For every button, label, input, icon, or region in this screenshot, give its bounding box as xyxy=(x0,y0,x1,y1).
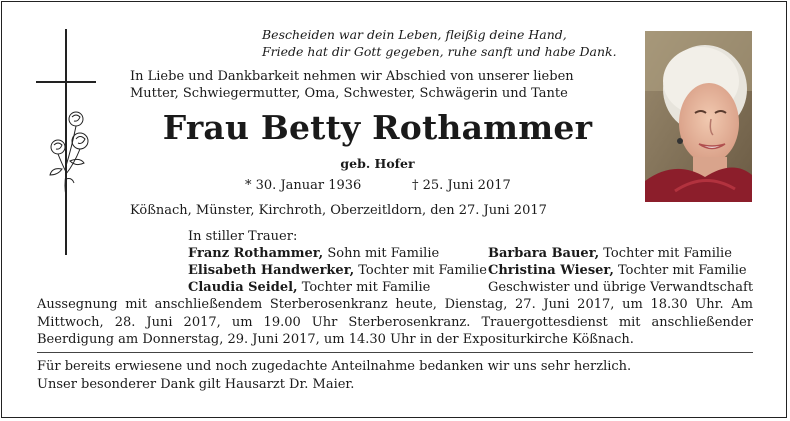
place-and-date: Kößnach, Münster, Kirchroth, Oberzeitldorn, den 27. Juni 2017 xyxy=(130,203,547,218)
mourner-left-3: Claudia Seidel, Tochter mit Familie xyxy=(188,280,431,295)
portrait-photo xyxy=(645,31,752,202)
birth-name: geb. Hofer xyxy=(340,156,415,171)
poem-line-1: Bescheiden war dein Leben, fleißig deine Hand, xyxy=(262,27,567,42)
mourner-left-2: Elisabeth Handwerker, Tochter mit Familie xyxy=(188,263,487,278)
mourners-heading: In stiller Trauer: xyxy=(188,229,298,244)
deceased-name: Frau Betty Rothammer xyxy=(162,108,593,147)
birth-date: * 30. Januar 1936 xyxy=(245,178,362,193)
mourner-right-1: Barbara Bauer, Tochter mit Familie xyxy=(488,246,732,261)
cross-with-rose-icon xyxy=(34,29,98,255)
intro-text: In Liebe und Dankbarkeit nehmen wir Abschied von unserer lieben Mutter, Schwiegermutter, Oma, Schwester, Schwägerin und Tante xyxy=(130,69,574,101)
mourner-left-1: Franz Rothammer, Sohn mit Familie xyxy=(188,246,440,261)
thanks-line-2: Unser besonderer Dank gilt Hausarzt Dr. Maier. xyxy=(37,377,355,392)
divider xyxy=(37,352,753,353)
death-date: † 25. Juni 2017 xyxy=(412,178,511,193)
poem-line-2: Friede hat dir Gott gegeben, ruhe sanft und habe Dank. xyxy=(262,44,617,59)
funeral-info: Aussegnung mit anschließendem Sterberosenkranz heute, Dienstag, 27. Juni 2017, um 18.30 Uhr. Am Mittwoch, 28. Juni 2017, um 19.00 Uhr Sterberosenkranz. Trauergottesdienst mit anschließender Beerdigung am Donnerstag, 29. Juni 2017, um 14.30 Uhr in der Expositurkirche Kößnach. xyxy=(37,297,753,347)
thanks-line-1: Für bereits erwiesene und noch zugedachte Anteilnahme bedanken wir uns sehr herzlich. xyxy=(37,359,632,374)
mourner-right-3: Geschwister und übrige Verwandtschaft xyxy=(488,280,754,295)
mourner-right-2: Christina Wieser, Tochter mit Familie xyxy=(488,263,747,278)
